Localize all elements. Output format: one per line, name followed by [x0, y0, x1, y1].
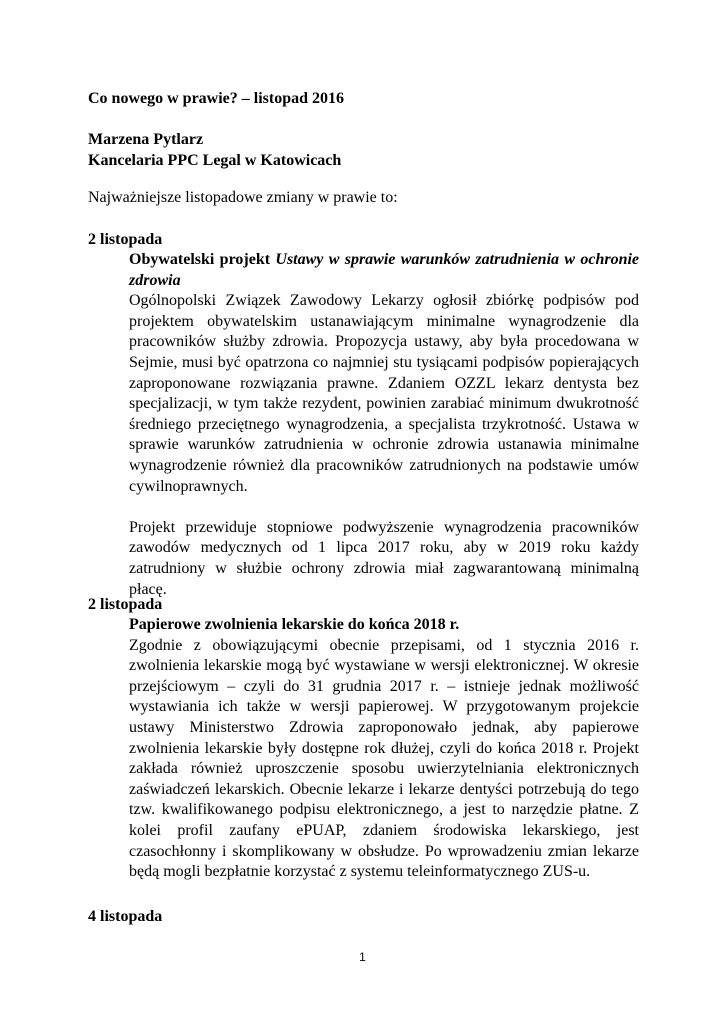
section-paragraph: Ogólnopolski Związek Zawodowy Lekarzy ogłosił zbiórkę podpisów pod projektem obywatelskim ustanawiającym minimalne wynagrodzenie dla pracowników służby zdrowia. Propozycja ustawy, aby była procedowana w Sejmie, musi być opatrzona co najmniej stu tysiącami podpisów popierających zaproponowane rozwiązania prawne. Zdaniem OZZL lekarz dentysta bez specjalizacji, w tym także rezydent, powinien zarabiać minimum dwukrotność średniego przeciętnego wynagrodzenia, a specjalista trzykrotność. Ustawa w sprawie warunków zatrudnienia w ochronie zdrowia ustanawia minimalne wynagrodzenie również dla pracowników zatrudnionych na podstawie umów cywilnoprawnych.	[129, 292, 639, 495]
author-name: Marzena Pytlarz	[88, 131, 204, 148]
section-date: 4 listopada	[88, 908, 163, 925]
intro-text: Najważniejsze listopadowe zmiany w prawie to:	[88, 189, 398, 206]
section-heading: Papierowe zwolnienia lekarskie do końca 2018 r.	[129, 616, 460, 633]
page-number: 1	[359, 950, 366, 964]
section-date: 2 listopada	[88, 231, 163, 248]
section-heading	[129, 250, 639, 291]
section-paragraph: Projekt przewiduje stopniowe podwyższenie wynagrodzenia pracowników zawodów medycznych od 1 lipca 2017 roku, aby w 2019 roku każdy zatrudniony w służbie ochrony zdrowia miał zagwarantowaną minimalną płacę.	[129, 518, 639, 598]
author-block	[88, 130, 341, 171]
document-title: Co nowego w prawie? – listopad 2016	[88, 90, 345, 107]
section-heading-bold: Obywatelski projekt	[129, 251, 271, 268]
section-paragraph: Zgodnie z obowiązującymi obecnie przepisami, od 1 stycznia 2016 r. zwolnienia lekarskie mogą być wystawiane w wersji elektronicznej. W okresie przejściowym – czyli do 31 grudnia 2017 r. – istnieje jednak możliwość wystawiania ich także w wersji papierowej. W przygotowanym projekcie ustawy Ministerstwo Zdrowia zaproponowało jednak, aby papierowe zwolnienia lekarskie były dostępne rok dłużej, czyli do końca 2018 r. Projekt zakłada również uproszczenie sposobu uwierzytelniania elektronicznych zaświadczeń lekarskich. Obecnie lekarze i lekarze dentyści potrzebują do tego tzw. kwalifikowanego podpisu elektronicznego, a jest to narzędzie płatne. Z kolei profil zaufany ePUAP, zdaniem środowiska lekarskiego, jest czasochłonny i skomplikowany w obsłudze. Po wprowadzeniu zmian lekarze będą mogli bezpłatnie korzystać z systemu teleinformatycznego ZUS-u.	[129, 636, 639, 881]
section-body	[129, 615, 639, 883]
section-body	[129, 250, 639, 600]
section-heading-italic: Ustawy w sprawie warunków zatrudnienia w ochronie zdrowia	[129, 251, 640, 289]
author-firm: Kancelaria PPC Legal w Katowicach	[88, 151, 342, 169]
section-date: 2 listopada	[88, 596, 163, 613]
